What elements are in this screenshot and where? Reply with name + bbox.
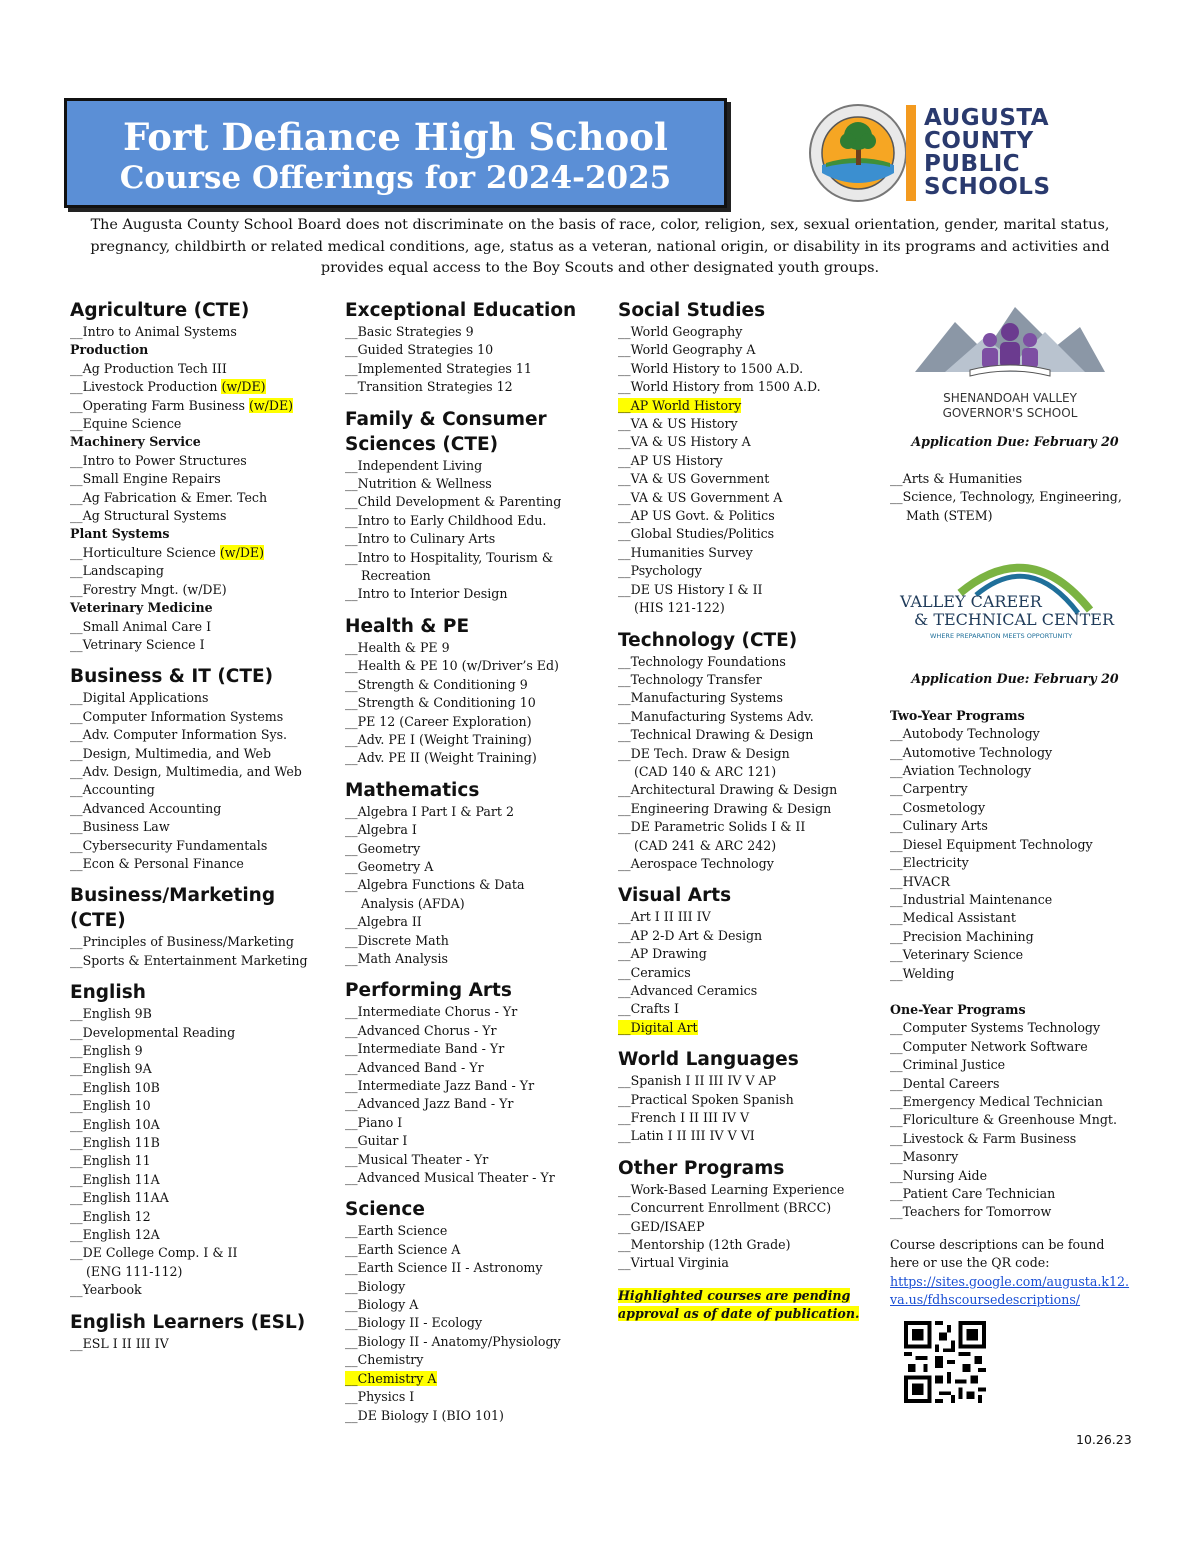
course-item: __AP 2-D Art & Design <box>618 927 763 943</box>
course-list <box>70 1335 335 1353</box>
course-item: __Aerospace Technology <box>618 855 774 871</box>
section-heading: Performing Arts <box>345 980 512 1002</box>
course-item: __Electricity <box>890 855 969 871</box>
course-item: __Advanced Musical Theater - Yr <box>345 1170 555 1186</box>
column-4 <box>890 298 1140 1409</box>
vctc-name: VALLEY CAREER <box>900 592 1042 612</box>
course-item: __Independent Living <box>345 457 483 473</box>
course-item: __Work-Based Learning Experience <box>618 1181 845 1197</box>
course-item: __Emergency Medical Technician <box>890 1093 1103 1109</box>
course-item: __Advanced Band - Yr <box>345 1059 484 1075</box>
course-item: Recreation <box>361 568 431 584</box>
logo-word: PUBLIC <box>924 151 1021 177</box>
course-item: __Livestock & Farm Business <box>890 1130 1077 1146</box>
logo-accent-bar <box>906 105 916 201</box>
course-item: __AP US History <box>618 452 723 468</box>
course-item: __AP US Govt. & Politics <box>618 508 775 524</box>
course-item: (CAD 241 & ARC 242) <box>634 837 777 853</box>
course-item: __Geometry <box>345 840 421 856</box>
course-list <box>345 639 610 768</box>
course-item: __Manufacturing Systems Adv. <box>618 708 814 724</box>
section-heading: Health & PE <box>345 615 470 637</box>
course-item: __Computer Information Systems <box>70 708 284 724</box>
course-item: __World History to 1500 A.D. <box>618 360 804 376</box>
course-item: __ESL I II III IV <box>70 1335 169 1351</box>
course-item: __Landscaping <box>70 563 164 579</box>
course-item: __Nutrition & Wellness <box>345 476 492 492</box>
course-item: __Virtual Virginia <box>618 1255 729 1271</box>
course-item: __Discrete Math <box>345 932 449 948</box>
logo-word: COUNTY <box>924 128 1034 154</box>
course-item: __Chemistry A <box>345 1370 437 1386</box>
course-item: __Accounting <box>70 782 155 798</box>
course-item: __Aviation Technology <box>890 763 1032 779</box>
subsection-heading: Veterinary Medicine <box>70 600 213 616</box>
section-heading: English Learners (ESL) <box>70 1311 306 1333</box>
svgs-name: SHENANDOAH VALLEY <box>943 391 1077 405</box>
course-item: __Intro to Hospitality, Tourism & <box>345 549 554 565</box>
course-item: __Teachers for Tomorrow <box>890 1204 1052 1220</box>
course-list <box>890 1019 1140 1221</box>
course-list <box>618 653 883 874</box>
course-item: __Engineering Drawing & Design <box>618 800 832 816</box>
column-1 <box>70 298 335 1353</box>
course-item: (CAD 140 & ARC 121) <box>634 763 777 779</box>
course-list <box>345 1003 610 1187</box>
course-item: __Automotive Technology <box>890 744 1053 760</box>
course-item: __English 9B <box>70 1006 152 1022</box>
section-heading: Social Studies <box>618 300 766 321</box>
publication-date: 10.26.23 <box>1076 1432 1132 1447</box>
course-item: __Ag Production Tech III <box>70 360 227 376</box>
course-item: __Guided Strategies 10 <box>345 342 494 358</box>
course-item: __Medical Assistant <box>890 910 1016 926</box>
course-item: __Technical Drawing & Design <box>618 727 814 743</box>
two-year-heading: Two-Year Programs <box>890 707 1025 723</box>
course-item: __English 11B <box>70 1135 160 1151</box>
course-item: __Computer Systems Technology <box>890 1020 1101 1036</box>
svgs-name: GOVERNOR'S SCHOOL <box>942 406 1078 420</box>
section-heading: Visual Arts <box>618 885 732 907</box>
nondiscrimination-statement: The Augusta County School Board does not discriminate on the basis of race, color, religion, sex, sexual orientation, gender, marital status, pregnancy, childbirth or related medical conditions, age, status as a veteran, national origin, or disability in its programs and activities and provides equal access to the Boy Scouts and other designated youth groups. <box>90 217 1110 276</box>
course-item: __Adv. PE I (Weight Training) <box>345 731 532 747</box>
course-item: __Strength & Conditioning 10 <box>345 695 536 711</box>
course-list <box>70 933 335 970</box>
course-item: __Cybersecurity Fundamentals <box>70 837 268 853</box>
course-item: __Algebra I <box>345 822 417 838</box>
section-heading: World Languages <box>618 1049 799 1071</box>
section-heading: Other Programs <box>618 1157 785 1179</box>
course-item: __Biology A <box>345 1297 419 1313</box>
course-item: __Biology II - Anatomy/Physiology <box>345 1333 561 1349</box>
course-item: __Livestock Production (w/DE) <box>70 379 266 395</box>
course-item: __Mentorship (12th Grade) <box>618 1237 791 1253</box>
valley-career-center-logo-icon <box>890 555 1130 645</box>
course-item: __Vetrinary Science I <box>70 636 205 652</box>
course-item: __Equine Science <box>70 416 182 432</box>
section-heading: Science <box>345 1199 425 1221</box>
course-list <box>345 323 610 397</box>
course-item: __Intro to Interior Design <box>345 586 508 602</box>
page-subtitle: Course Offerings for 2024-2025 <box>119 160 672 196</box>
column-3 <box>618 298 883 1324</box>
course-item: __Principles of Business/Marketing <box>70 934 294 950</box>
course-item: __Advanced Chorus - Yr <box>345 1022 497 1038</box>
subsection-heading: Production <box>70 342 149 358</box>
course-item: __Practical Spoken Spanish <box>618 1091 794 1107</box>
course-item: __English 11AA <box>70 1190 169 1206</box>
section-heading: Mathematics <box>345 779 480 801</box>
course-item: __AP Drawing <box>618 946 707 962</box>
course-item: __English 12A <box>70 1227 160 1243</box>
course-item: __Algebra II <box>345 914 422 930</box>
course-item: __DE US History I & II <box>618 581 763 597</box>
pending-note <box>618 1287 883 1324</box>
course-item: __Intermediate Jazz Band - Yr <box>345 1078 535 1093</box>
course-item: __Patient Care Technician <box>890 1186 1056 1201</box>
course-item: __World Geography <box>618 324 743 339</box>
course-item: __VA & US Government A <box>618 489 783 505</box>
course-item: __Implemented Strategies 11 <box>345 360 532 376</box>
course-item: __Computer Network Software <box>890 1038 1088 1054</box>
course-list <box>890 725 1140 983</box>
course-item: __AP World History <box>618 397 742 413</box>
course-item: __Ag Fabrication & Emer. Tech <box>70 489 268 505</box>
course-item: __Intermediate Chorus - Yr <box>345 1004 518 1020</box>
course-descriptions-link[interactable]: https://sites.google.com/augusta.k12.va.us/fdhscoursedescriptions/ <box>890 1273 1130 1308</box>
vctc-name: & TECHNICAL CENTER <box>914 610 1115 630</box>
course-item: __English 9 <box>70 1043 143 1058</box>
course-item: __Intro to Early Childhood Edu. <box>345 512 547 528</box>
course-list <box>618 1072 883 1146</box>
course-item: __World Geography A <box>618 342 756 358</box>
course-item: __Health & PE 9 <box>345 639 450 655</box>
course-item: __Transition Strategies 12 <box>345 379 513 395</box>
course-item: __Arts & Humanities <box>890 470 1023 486</box>
course-item: __Latin I II III IV V VI <box>618 1128 755 1144</box>
acps-wordmark <box>924 107 1051 199</box>
course-item: __Masonry <box>890 1149 959 1165</box>
course-item: __Spanish I II III IV V AP <box>618 1073 777 1089</box>
section-heading: Exceptional Education <box>345 300 577 321</box>
course-list <box>618 1181 883 1273</box>
course-list <box>618 908 883 1037</box>
course-item: __Technology Transfer <box>618 671 762 687</box>
pending-highlight: (w/DE) <box>248 397 294 413</box>
application-due: Application Due: February 20 <box>911 434 1119 450</box>
course-item: __Piano I <box>345 1114 403 1130</box>
course-item: __Design, Multimedia, and Web <box>70 745 272 761</box>
course-item: __Algebra Functions & Data <box>345 877 525 893</box>
course-item: __DE College Comp. I & II <box>70 1245 238 1261</box>
course-item: __Math Analysis <box>345 950 448 966</box>
course-item: __Earth Science A <box>345 1241 461 1257</box>
course-list <box>345 803 610 969</box>
course-item: __DE Tech. Draw & Design <box>618 745 790 761</box>
subsection-heading: Plant Systems <box>70 526 170 542</box>
title-banner <box>64 98 727 208</box>
section-heading: Technology (CTE) <box>618 629 798 651</box>
pending-highlight: (w/DE) <box>219 544 265 560</box>
course-item: __Science, Technology, Engineering, <box>890 489 1122 505</box>
course-item: __Industrial Maintenance <box>890 891 1053 907</box>
logo-word: AUGUSTA <box>924 105 1050 131</box>
course-item: __Small Animal Care I <box>70 618 212 634</box>
course-item: __Horticulture Science (w/DE) <box>70 544 265 560</box>
section-heading: Agriculture (CTE) <box>70 300 250 321</box>
school-title: Fort Defiance High School <box>123 115 668 159</box>
acps-seal-icon <box>808 103 908 203</box>
section-heading: English <box>70 982 146 1004</box>
course-item: __Digital Art <box>618 1019 698 1035</box>
course-item: __Geometry A <box>345 858 434 874</box>
course-item: __English 12 <box>70 1208 151 1224</box>
course-list <box>70 689 335 873</box>
course-item: __Earth Science <box>345 1223 448 1239</box>
course-item: __VA & US History <box>618 416 738 432</box>
pending-highlight: (w/DE) <box>221 379 266 395</box>
course-item: (ENG 111-112) <box>86 1263 183 1279</box>
course-item: __Floriculture & Greenhouse Mngt. <box>890 1112 1117 1128</box>
qr-code-icon[interactable] <box>904 1321 986 1403</box>
one-year-heading: One-Year Programs <box>890 1001 1026 1017</box>
course-item: __Psychology <box>618 563 702 579</box>
course-item: __Concurrent Enrollment (BRCC) <box>618 1200 832 1216</box>
course-item: __English 10B <box>70 1079 160 1095</box>
section-heading: Family & Consumer Sciences (CTE) <box>345 408 547 455</box>
course-item: __Strength & Conditioning 9 <box>345 676 528 692</box>
course-item: __Humanities Survey <box>618 544 753 560</box>
course-item: __Advanced Accounting <box>70 800 222 816</box>
application-due: Application Due: February 20 <box>911 671 1119 687</box>
course-descriptions-note: Course descriptions can be found here or use the QR code: <box>890 1236 1105 1271</box>
course-item: __Art I II III IV <box>618 909 711 925</box>
course-item: __DE Biology I (BIO 101) <box>345 1407 504 1423</box>
course-item: __DE Parametric Solids I & II <box>618 819 806 835</box>
course-item: __Ceramics <box>618 964 691 980</box>
course-item: __English 11 <box>70 1153 151 1169</box>
course-item: __Manufacturing Systems <box>618 690 783 706</box>
course-item: Math (STEM) <box>906 507 993 523</box>
course-list <box>345 1222 610 1424</box>
course-item: __Sports & Entertainment Marketing <box>70 952 308 968</box>
course-item: __Health & PE 10 (w/Driver’s Ed) <box>345 658 559 674</box>
course-item: __Small Engine Repairs <box>70 471 221 487</box>
course-item: __Developmental Reading <box>70 1024 236 1040</box>
course-item: __Culinary Arts <box>890 818 988 834</box>
course-list <box>890 470 1140 525</box>
course-item: __English 9A <box>70 1061 152 1077</box>
course-item: (HIS 121-122) <box>634 600 725 616</box>
course-item: __Technology Foundations <box>618 653 786 669</box>
course-item: __Forestry Mngt. (w/DE) <box>70 581 227 597</box>
course-item: __Veterinary Science <box>890 947 1024 963</box>
course-item: __English 10 <box>70 1098 151 1114</box>
governors-school-logo-icon <box>915 302 1105 422</box>
course-item: __Yearbook <box>70 1282 142 1298</box>
course-item: __Adv. PE II (Weight Training) <box>345 750 537 766</box>
course-item: __French I II III IV V <box>618 1110 750 1126</box>
course-item: __GED/ISAEP <box>618 1218 705 1234</box>
course-item: __Digital Applications <box>70 690 209 706</box>
course-item: __Crafts I <box>618 1001 679 1017</box>
course-item: __Ag Structural Systems <box>70 508 227 524</box>
course-item: __Criminal Justice <box>890 1057 1006 1073</box>
course-item: __Biology II - Ecology <box>345 1315 483 1331</box>
course-item: __Intro to Animal Systems <box>70 324 237 339</box>
course-item: __English 11A <box>70 1171 160 1187</box>
vctc-tagline: WHERE PREPARATION MEETS OPPORTUNITY <box>930 632 1073 641</box>
course-item: __VA & US History A <box>618 434 751 450</box>
acps-logo <box>808 103 1058 203</box>
course-item: __Advanced Ceramics <box>618 983 758 998</box>
course-item: __Chemistry <box>345 1352 424 1368</box>
course-list <box>618 323 883 618</box>
section-heading: Business & IT (CTE) <box>70 666 274 688</box>
course-item: __Architectural Drawing & Design <box>618 782 838 798</box>
course-item: __Child Development & Parenting <box>345 494 562 510</box>
course-item: __Adv. Design, Multimedia, and Web <box>70 763 302 779</box>
course-item: __Intro to Power Structures <box>70 452 247 468</box>
course-item: __Nursing Aide <box>890 1167 988 1183</box>
course-list <box>70 323 335 654</box>
course-item: __Earth Science II - Astronomy <box>345 1260 543 1276</box>
course-item: __Precision Machining <box>890 928 1034 944</box>
course-item: __Advanced Jazz Band - Yr <box>345 1096 514 1112</box>
course-item: __Adv. Computer Information Sys. <box>70 727 288 743</box>
course-list <box>345 457 610 604</box>
course-item: __World History from 1500 A.D. <box>618 379 821 395</box>
course-item: __Welding <box>890 965 955 981</box>
course-item: __Carpentry <box>890 781 968 797</box>
course-item: Analysis (AFDA) <box>361 895 465 911</box>
course-item: __Intermediate Band - Yr <box>345 1041 505 1057</box>
course-item: __Diesel Equipment Technology <box>890 836 1093 852</box>
course-item: __Dental Careers <box>890 1075 1000 1091</box>
course-item: __Basic Strategies 9 <box>345 324 474 339</box>
pending-note-text: Highlighted courses are pending approval as of date of publication. <box>618 1287 860 1322</box>
course-item: __VA & US Government <box>618 471 770 487</box>
course-item: __HVACR <box>890 873 951 889</box>
course-item: __PE 12 (Career Exploration) <box>345 713 532 729</box>
course-item: __Intro to Culinary Arts <box>345 531 496 547</box>
section-heading: Business/Marketing (CTE) <box>70 885 276 932</box>
course-item: __Operating Farm Business (w/DE) <box>70 397 294 413</box>
course-item: __Global Studies/Politics <box>618 526 775 542</box>
course-item: __English 10A <box>70 1116 160 1132</box>
logo-word: SCHOOLS <box>924 174 1051 200</box>
course-item: __Econ & Personal Finance <box>70 855 244 871</box>
course-item: __Physics I <box>345 1389 415 1405</box>
course-item: __Cosmetology <box>890 799 986 815</box>
course-item: __Algebra I Part I & Part 2 <box>345 803 515 819</box>
subsection-heading: Machinery Service <box>70 434 201 450</box>
course-item: __Musical Theater - Yr <box>345 1151 489 1167</box>
course-item: __Guitar I <box>345 1133 408 1149</box>
column-2 <box>345 298 610 1425</box>
course-list <box>70 1005 335 1300</box>
course-item: __Autobody Technology <box>890 726 1040 742</box>
course-item: __Biology <box>345 1278 406 1294</box>
course-item: __Business Law <box>70 819 170 835</box>
